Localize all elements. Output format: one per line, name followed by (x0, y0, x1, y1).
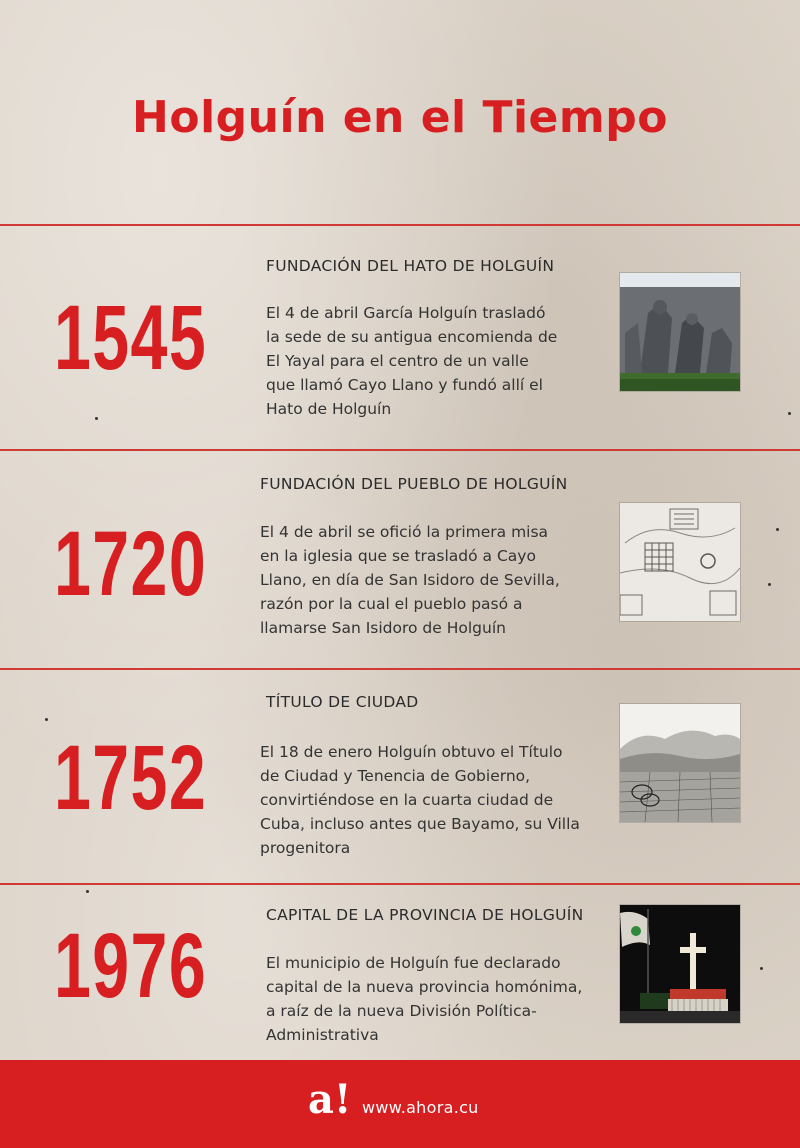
texture-speck (776, 528, 779, 531)
event-heading: FUNDACIÓN DEL PUEBLO DE HOLGUÍN (260, 475, 568, 493)
divider (0, 224, 800, 226)
event-heading: TÍTULO DE CIUDAD (266, 693, 419, 711)
event-year: 1545 (54, 287, 208, 389)
city-drawing-photo (619, 703, 741, 823)
divider (0, 668, 800, 670)
texture-speck (768, 583, 771, 586)
footer-url-link[interactable]: www.ahora.cu (362, 1098, 479, 1117)
event-description: El 4 de abril se ofició la primera misa en la iglesia que se trasladó a Cayo Llano, en día de San Isidoro de Sevilla, razón por la cual el pueblo pasó a llamarse San Isidoro de Holguín (260, 523, 560, 637)
event-description: El 4 de abril García Holguín trasladó la sede de su antigua encomienda de El Yayal para el centro de un valle que llamó Cayo Llano y fundó allí el Hato de Holguín (266, 304, 558, 418)
colonial-map-photo (619, 502, 741, 622)
texture-speck (95, 417, 98, 420)
event-heading: FUNDACIÓN DEL HATO DE HOLGUÍN (266, 257, 555, 275)
texture-speck (760, 967, 763, 970)
event-description: El municipio de Holguín fue declarado capital de la nueva provincia homónima, a raíz de la nueva División Política- Administrativa (266, 954, 583, 1044)
texture-speck (86, 890, 89, 893)
footer-bar (0, 1060, 800, 1148)
texture-speck (45, 718, 48, 721)
event-year: 1752 (54, 727, 208, 829)
divider (0, 883, 800, 885)
event-year: 1720 (54, 513, 208, 615)
texture-speck (788, 412, 791, 415)
cross-monument-photo (619, 904, 741, 1024)
event-description: El 18 de enero Holguín obtuvo el Título de Ciudad y Tenencia de Gobierno, convirtiéndose en la cuarta ciudad de Cuba, incluso antes que Bayamo, su Villa progenitora (260, 743, 580, 857)
page-title: Holguín en el Tiempo (132, 92, 668, 143)
relief-sculpture-photo (619, 272, 741, 392)
divider (0, 449, 800, 451)
event-year: 1976 (54, 915, 208, 1017)
event-heading: CAPITAL DE LA PROVINCIA DE HOLGUÍN (266, 906, 584, 924)
ahora-logo: a! (308, 1076, 352, 1123)
